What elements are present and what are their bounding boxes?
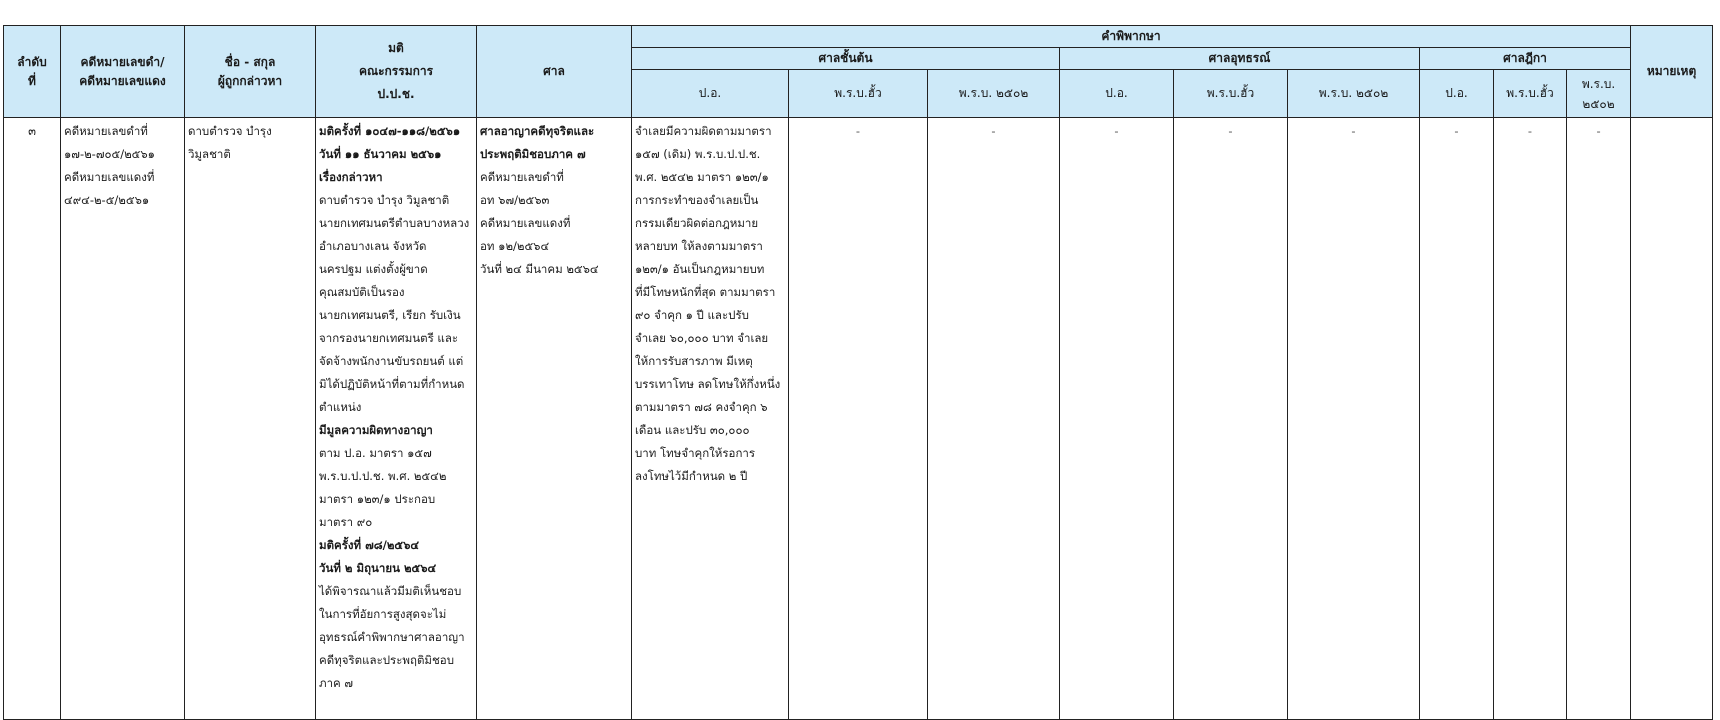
header-first-anti: พ.ร.บ.ฮั้ว xyxy=(789,70,928,118)
header-court: ศาล xyxy=(477,26,632,118)
header-first-2502: พ.ร.บ. ๒๕๐๒ xyxy=(928,70,1060,118)
cell-case-line: คดีหมายเลขแดงที่ xyxy=(64,170,155,184)
resolution-line: มาตรา ๑๒๓/๑ ประกอบ xyxy=(319,492,436,506)
first-pc-line: จำเลย ๖๐,๐๐๐ บาท จำเลย xyxy=(635,331,769,345)
resolution-line: พ.ร.บ.ป.ป.ช. พ.ศ. ๒๕๔๒ xyxy=(319,469,447,483)
resolution-line: จัดจ้างพนักงานขับรถยนต์ แต่ xyxy=(319,354,464,368)
header-first-pc: ป.อ. xyxy=(632,70,789,118)
header-supreme-2502-line-2: ๒๕๐๒ xyxy=(1582,96,1615,111)
header-first-instance: ศาลชั้นต้น xyxy=(632,48,1060,70)
resolution-line: วันที่ ๒ มิถุนายน ๒๕๖๔ xyxy=(319,561,437,575)
cell-supreme-anti: - xyxy=(1494,118,1567,720)
header-name-line-1: ชื่อ - สกุล xyxy=(224,54,276,69)
cell-no: ๓ xyxy=(4,118,61,720)
resolution-line: นายกเทศมนตรี, เรียก รับเงิน xyxy=(319,308,461,322)
resolution-line: ตำแหน่ง xyxy=(319,400,362,414)
case-table xyxy=(3,25,1713,720)
cell-case-line: ๔๙๔-๒-๕/๒๕๖๑ xyxy=(64,193,150,207)
header-no-line-2: ที่ xyxy=(28,73,36,88)
court-line: อท ๖๗/๒๕๖๓ xyxy=(480,193,550,207)
resolution-line: เรื่องกล่าวหา xyxy=(319,170,383,184)
header-appeal: ศาลอุทธรณ์ xyxy=(1060,48,1420,70)
cell-first-pc xyxy=(632,118,789,720)
first-pc-line: พ.ศ. ๒๕๔๒ มาตรา ๑๒๓/๑ xyxy=(635,170,769,184)
first-pc-line: ลงโทษไว้มีกำหนด ๒ ปี xyxy=(635,469,748,483)
resolution-line: จากรองนายกเทศมนตรี และ xyxy=(319,331,459,345)
resolution-line: มติครั้งที่ ๑๐๔๗-๑๑๘/๒๕๖๑ xyxy=(319,124,461,138)
header-no xyxy=(4,26,61,118)
cell-appeal-2502: - xyxy=(1288,118,1420,720)
first-pc-line: ให้การรับสารภาพ มีเหตุ xyxy=(635,354,753,368)
cell-supreme-2502: - xyxy=(1567,118,1631,720)
resolution-line: คดีทุจริตและประพฤติมิชอบ xyxy=(319,653,455,667)
header-judgment: คำพิพากษา xyxy=(632,26,1631,48)
resolution-line: มิได้ปฏิบัติหน้าที่ตามที่กำหนด xyxy=(319,377,465,391)
resolution-line: ดาบตำรวจ บำรุง วิมูลชาติ xyxy=(319,193,450,207)
resolution-line: อุทธรณ์คำพิพากษาศาลอาญา xyxy=(319,630,465,644)
cell-remark xyxy=(1631,118,1713,720)
first-pc-line: ๑๒๓/๑ อันเป็นกฎหมายบท xyxy=(635,262,765,276)
header-name xyxy=(185,26,316,118)
resolution-line: ตาม ป.อ. มาตรา ๑๕๗ xyxy=(319,446,432,460)
first-pc-line: ๙๐ จำคุก ๑ ปี และปรับ xyxy=(635,308,749,322)
resolution-line: ได้พิจารณาแล้วมีมติเห็นชอบ xyxy=(319,584,462,598)
header-case-line-1: คดีหมายเลขดำ/ xyxy=(80,54,165,69)
resolution-line: นายกเทศมนตรีตำบลบางหลวง xyxy=(319,216,470,230)
court-line: คดีหมายเลขแดงที่ xyxy=(480,216,571,230)
court-line: อท ๑๒/๒๕๖๔ xyxy=(480,239,550,253)
header-appeal-anti: พ.ร.บ.ฮั้ว xyxy=(1174,70,1288,118)
court-line: ศาลอาญาคดีทุจริตและ xyxy=(480,124,595,138)
cell-case-line: ๑๗-๒-๗๐๕/๒๕๖๑ xyxy=(64,147,155,161)
cell-name-line: วิมูลชาติ xyxy=(188,147,231,161)
first-pc-line: บาท โทษจำคุกให้รอการ xyxy=(635,446,756,460)
resolution-line: อำเภอบางเลน จังหวัด xyxy=(319,239,427,253)
header-resolution-line-1: มติ xyxy=(388,41,404,55)
first-pc-line: ที่มีโทษหนักที่สุด ตามมาตรา xyxy=(635,285,776,299)
header-appeal-pc: ป.อ. xyxy=(1060,70,1174,118)
cell-first-2502: - xyxy=(928,118,1060,720)
resolution-line: มาตรา ๙๐ xyxy=(319,515,373,529)
cell-first-anti: - xyxy=(789,118,928,720)
resolution-line: มีมูลความผิดทางอาญา xyxy=(319,423,433,437)
header-no-line-1: ลำดับ xyxy=(17,54,47,69)
table-row xyxy=(4,118,1713,720)
header-case xyxy=(61,26,185,118)
cell-case xyxy=(61,118,185,720)
cell-court xyxy=(477,118,632,720)
resolution-line: วันที่ ๑๑ ธันวาคม ๒๕๖๑ xyxy=(319,147,442,161)
first-pc-line: หลายบท ให้ลงตามมาตรา xyxy=(635,239,763,253)
cell-name xyxy=(185,118,316,720)
header-resolution xyxy=(316,26,477,118)
first-pc-line: กรรมเดียวผิดต่อกฎหมาย xyxy=(635,216,759,230)
resolution-line: คุณสมบัติเป็นรอง xyxy=(319,285,405,299)
first-pc-line: ตามมาตรา ๗๘ คงจำคุก ๖ xyxy=(635,400,768,414)
resolution-line: ภาค ๗ xyxy=(319,676,354,690)
court-line: ประพฤติมิชอบภาค ๗ xyxy=(480,147,586,161)
court-line: วันที่ ๒๔ มีนาคม ๒๕๖๔ xyxy=(480,262,599,276)
first-pc-line: เดือน และปรับ ๓๐,๐๐๐ xyxy=(635,423,750,437)
resolution-line: ในการที่อัยการสูงสุดจะไม่ xyxy=(319,607,447,621)
cell-resolution xyxy=(316,118,477,720)
first-pc-line: บรรเทาโทษ ลดโทษให้กึ่งหนึ่ง xyxy=(635,377,781,391)
cell-appeal-pc: - xyxy=(1060,118,1174,720)
resolution-line: นครปฐม แต่งตั้งผู้ขาด xyxy=(319,262,428,276)
cell-supreme-pc: - xyxy=(1420,118,1494,720)
header-case-line-2: คดีหมายเลขแดง xyxy=(79,73,166,88)
cell-case-line: คดีหมายเลขดำที่ xyxy=(64,124,148,138)
header-appeal-2502: พ.ร.บ. ๒๕๐๒ xyxy=(1288,70,1420,118)
header-supreme-2502 xyxy=(1567,70,1631,118)
first-pc-line: จำเลยมีความผิดตามมาตรา xyxy=(635,124,772,138)
first-pc-line: ๑๕๗ (เดิม) พ.ร.บ.ป.ป.ช. xyxy=(635,147,761,161)
first-pc-line: การกระทำของจำเลยเป็น xyxy=(635,193,759,207)
header-resolution-line-3: ป.ป.ช. xyxy=(377,87,415,101)
court-line: คดีหมายเลขดำที่ xyxy=(480,170,564,184)
header-remark: หมายเหตุ xyxy=(1631,26,1713,118)
header-supreme-pc: ป.อ. xyxy=(1420,70,1494,118)
header-name-line-2: ผู้ถูกกล่าวหา xyxy=(217,73,283,88)
header-supreme-anti: พ.ร.บ.ฮั้ว xyxy=(1494,70,1567,118)
header-supreme: ศาลฎีกา xyxy=(1420,48,1631,70)
cell-appeal-anti: - xyxy=(1174,118,1288,720)
header-supreme-2502-line-1: พ.ร.บ. xyxy=(1581,76,1616,91)
header-resolution-line-2: คณะกรรมการ xyxy=(358,64,434,78)
cell-name-line: ดาบตำรวจ บำรุง xyxy=(188,124,272,138)
resolution-line: มติครั้งที่ ๗๘/๒๕๖๔ xyxy=(319,538,420,552)
